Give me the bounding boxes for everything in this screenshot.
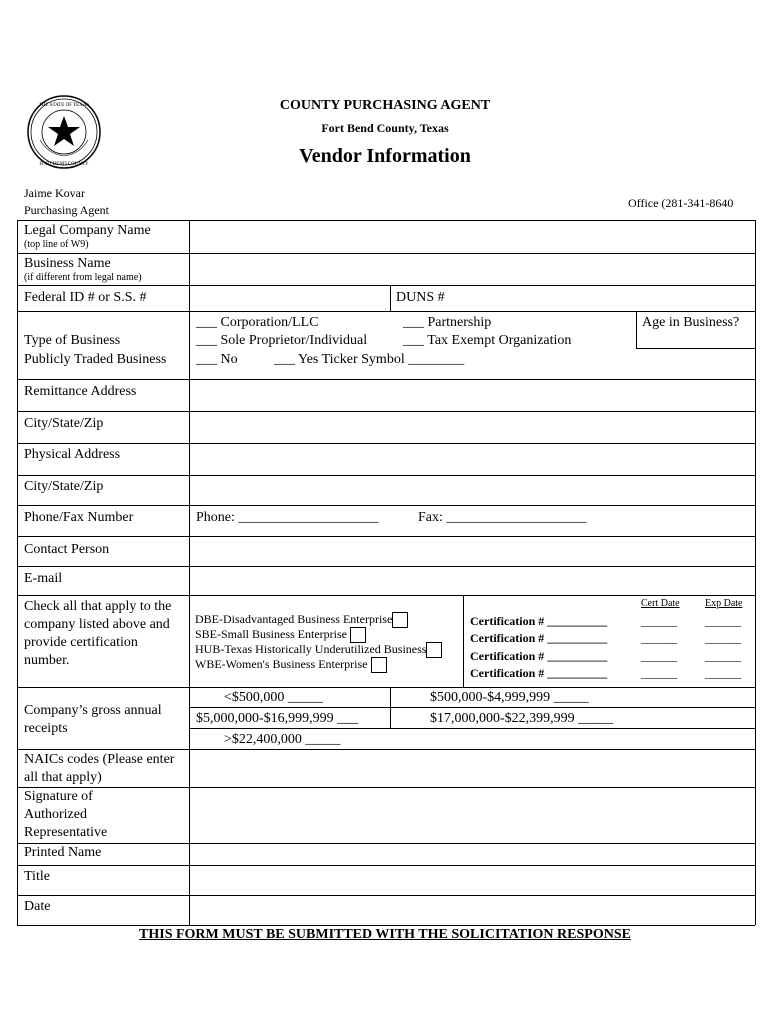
wbe-label: WBE-Women's Business Enterprise [195,657,368,671]
label-duns: DUNS # [396,290,445,305]
physical-city-field[interactable] [190,476,755,505]
label-age-in-business: Age in Business? [642,315,740,330]
label-check-all-line4: number. [24,653,70,668]
signature-field[interactable] [190,788,755,843]
label-check-all-line1: Check all that apply to the [24,599,172,614]
label-signature-line1: Signature of [24,789,93,804]
exp-date-1[interactable]: ______ [705,614,741,628]
label-printed-name: Printed Name [24,845,102,860]
remittance-city-field[interactable] [190,412,755,443]
office-phone: Office (281-341-8640 [628,196,734,210]
sbe-option [195,627,366,643]
remittance-address-field[interactable] [190,380,755,411]
label-gross-receipts-line1: Company’s gross annual [24,703,162,718]
label-signature-line3: Representative [24,825,108,840]
label-remittance-city: City/State/Zip [24,416,104,431]
option-sole-proprietor[interactable]: ___ Sole Proprietor/Individual [196,333,368,348]
fax-field[interactable]: Fax: ____________________ [418,510,587,525]
dbe-option [195,612,408,628]
dbe-label: DBE-Disadvantaged Business Enterprise [195,612,393,626]
certification-number-4[interactable]: Certification # __________ [470,666,608,680]
label-physical-city: City/State/Zip [24,479,104,494]
physical-address-field[interactable] [190,444,755,475]
gross-option-5m-17m[interactable]: $5,000,000-$16,999,999 ___ [196,711,359,726]
legal-company-name-field[interactable] [190,221,755,253]
exp-date-header: Exp Date [705,598,743,609]
label-check-all-line3: provide certification [24,635,138,650]
cert-date-1[interactable]: ______ [641,614,677,628]
label-date: Date [24,899,51,914]
label-naics-line2: all that apply) [24,770,102,785]
gross-option-500k-5m[interactable]: $500,000-$4,999,999 _____ [430,690,589,705]
label-physical-address: Physical Address [24,447,121,462]
label-title: Title [24,869,50,884]
svg-text:THE STATE OF TEXAS: THE STATE OF TEXAS [38,103,90,108]
label-contact-person: Contact Person [24,542,110,557]
cert-date-header: Cert Date [641,598,680,609]
sbe-label: SBE-Small Business Enterprise [195,627,347,641]
naics-field[interactable] [190,750,755,787]
hub-option [195,642,442,658]
title-field[interactable] [190,866,755,895]
contact-person-field[interactable] [190,537,755,566]
label-check-all-line2: company listed above and [24,617,170,632]
agent-name: Jaime Kovar [24,186,85,200]
label-naics-line1: NAICs codes (Please enter [24,752,175,767]
wbe-checkbox[interactable] [371,657,387,673]
certification-number-2[interactable]: Certification # __________ [470,631,608,645]
cert-date-3[interactable]: ______ [641,649,677,663]
hub-checkbox[interactable] [426,642,442,658]
gross-option-17m-22m[interactable]: $17,000,000-$22,399,999 _____ [430,711,614,726]
option-partnership[interactable]: ___ Partnership [403,315,492,330]
option-publicly-traded-yes[interactable]: ___ Yes Ticker Symbol ________ [274,352,465,367]
page-title: Vendor Information [299,145,471,167]
label-business-name: Business Name [24,256,111,271]
printed-name-field[interactable] [190,844,755,865]
label-email: E-mail [24,571,63,586]
agent-role: Purchasing Agent [24,203,109,217]
option-publicly-traded-no[interactable]: ___ No [196,352,238,367]
label-gross-receipts-line2: receipts [24,721,68,736]
exp-date-3[interactable]: ______ [705,649,741,663]
email-field[interactable] [190,567,755,595]
option-tax-exempt[interactable]: ___ Tax Exempt Organization [403,333,572,348]
certification-number-1[interactable]: Certification # __________ [470,614,608,628]
gross-option-under-500k[interactable]: <$500,000 _____ [224,690,323,705]
label-remittance-address: Remittance Address [24,384,137,399]
federal-id-field[interactable] [190,286,390,311]
exp-date-2[interactable]: ______ [705,631,741,645]
label-type-of-business: Type of Business [24,333,121,348]
date-field[interactable] [190,896,755,925]
wbe-option [195,657,387,673]
footer-notice: THIS FORM MUST BE SUBMITTED WITH THE SOLICITATION RESPONSE [139,927,631,942]
option-corporation-llc[interactable]: ___ Corporation/LLC [196,315,319,330]
certification-number-3[interactable]: Certification # __________ [470,649,608,663]
cert-date-2[interactable]: ______ [641,631,677,645]
sbe-checkbox[interactable] [350,627,366,643]
label-phone-fax: Phone/Fax Number [24,510,134,525]
dbe-checkbox[interactable] [392,612,408,628]
exp-date-4[interactable]: ______ [705,666,741,680]
label-federal-id: Federal ID # or S.S. # [24,290,147,305]
label-legal-company-name-note: (top line of W9) [24,239,89,250]
business-name-field[interactable] [190,254,755,285]
svg-text:FORT BEND COUNTY: FORT BEND COUNTY [39,162,89,167]
header-agent: COUNTY PURCHASING AGENT [279,98,491,113]
cert-date-4[interactable]: ______ [641,666,677,680]
label-publicly-traded: Publicly Traded Business [24,352,167,367]
header-county: Fort Bend County, Texas [321,121,449,135]
hub-label: HUB-Texas Historically Underutilized Business [195,642,427,656]
label-signature-line2: Authorized [24,807,87,822]
label-business-name-note: (if different from legal name) [24,272,142,283]
phone-field[interactable]: Phone: ____________________ [196,510,379,525]
gross-option-over-22m[interactable]: >$22,400,000 _____ [224,732,341,747]
label-legal-company-name: Legal Company Name [24,223,151,238]
